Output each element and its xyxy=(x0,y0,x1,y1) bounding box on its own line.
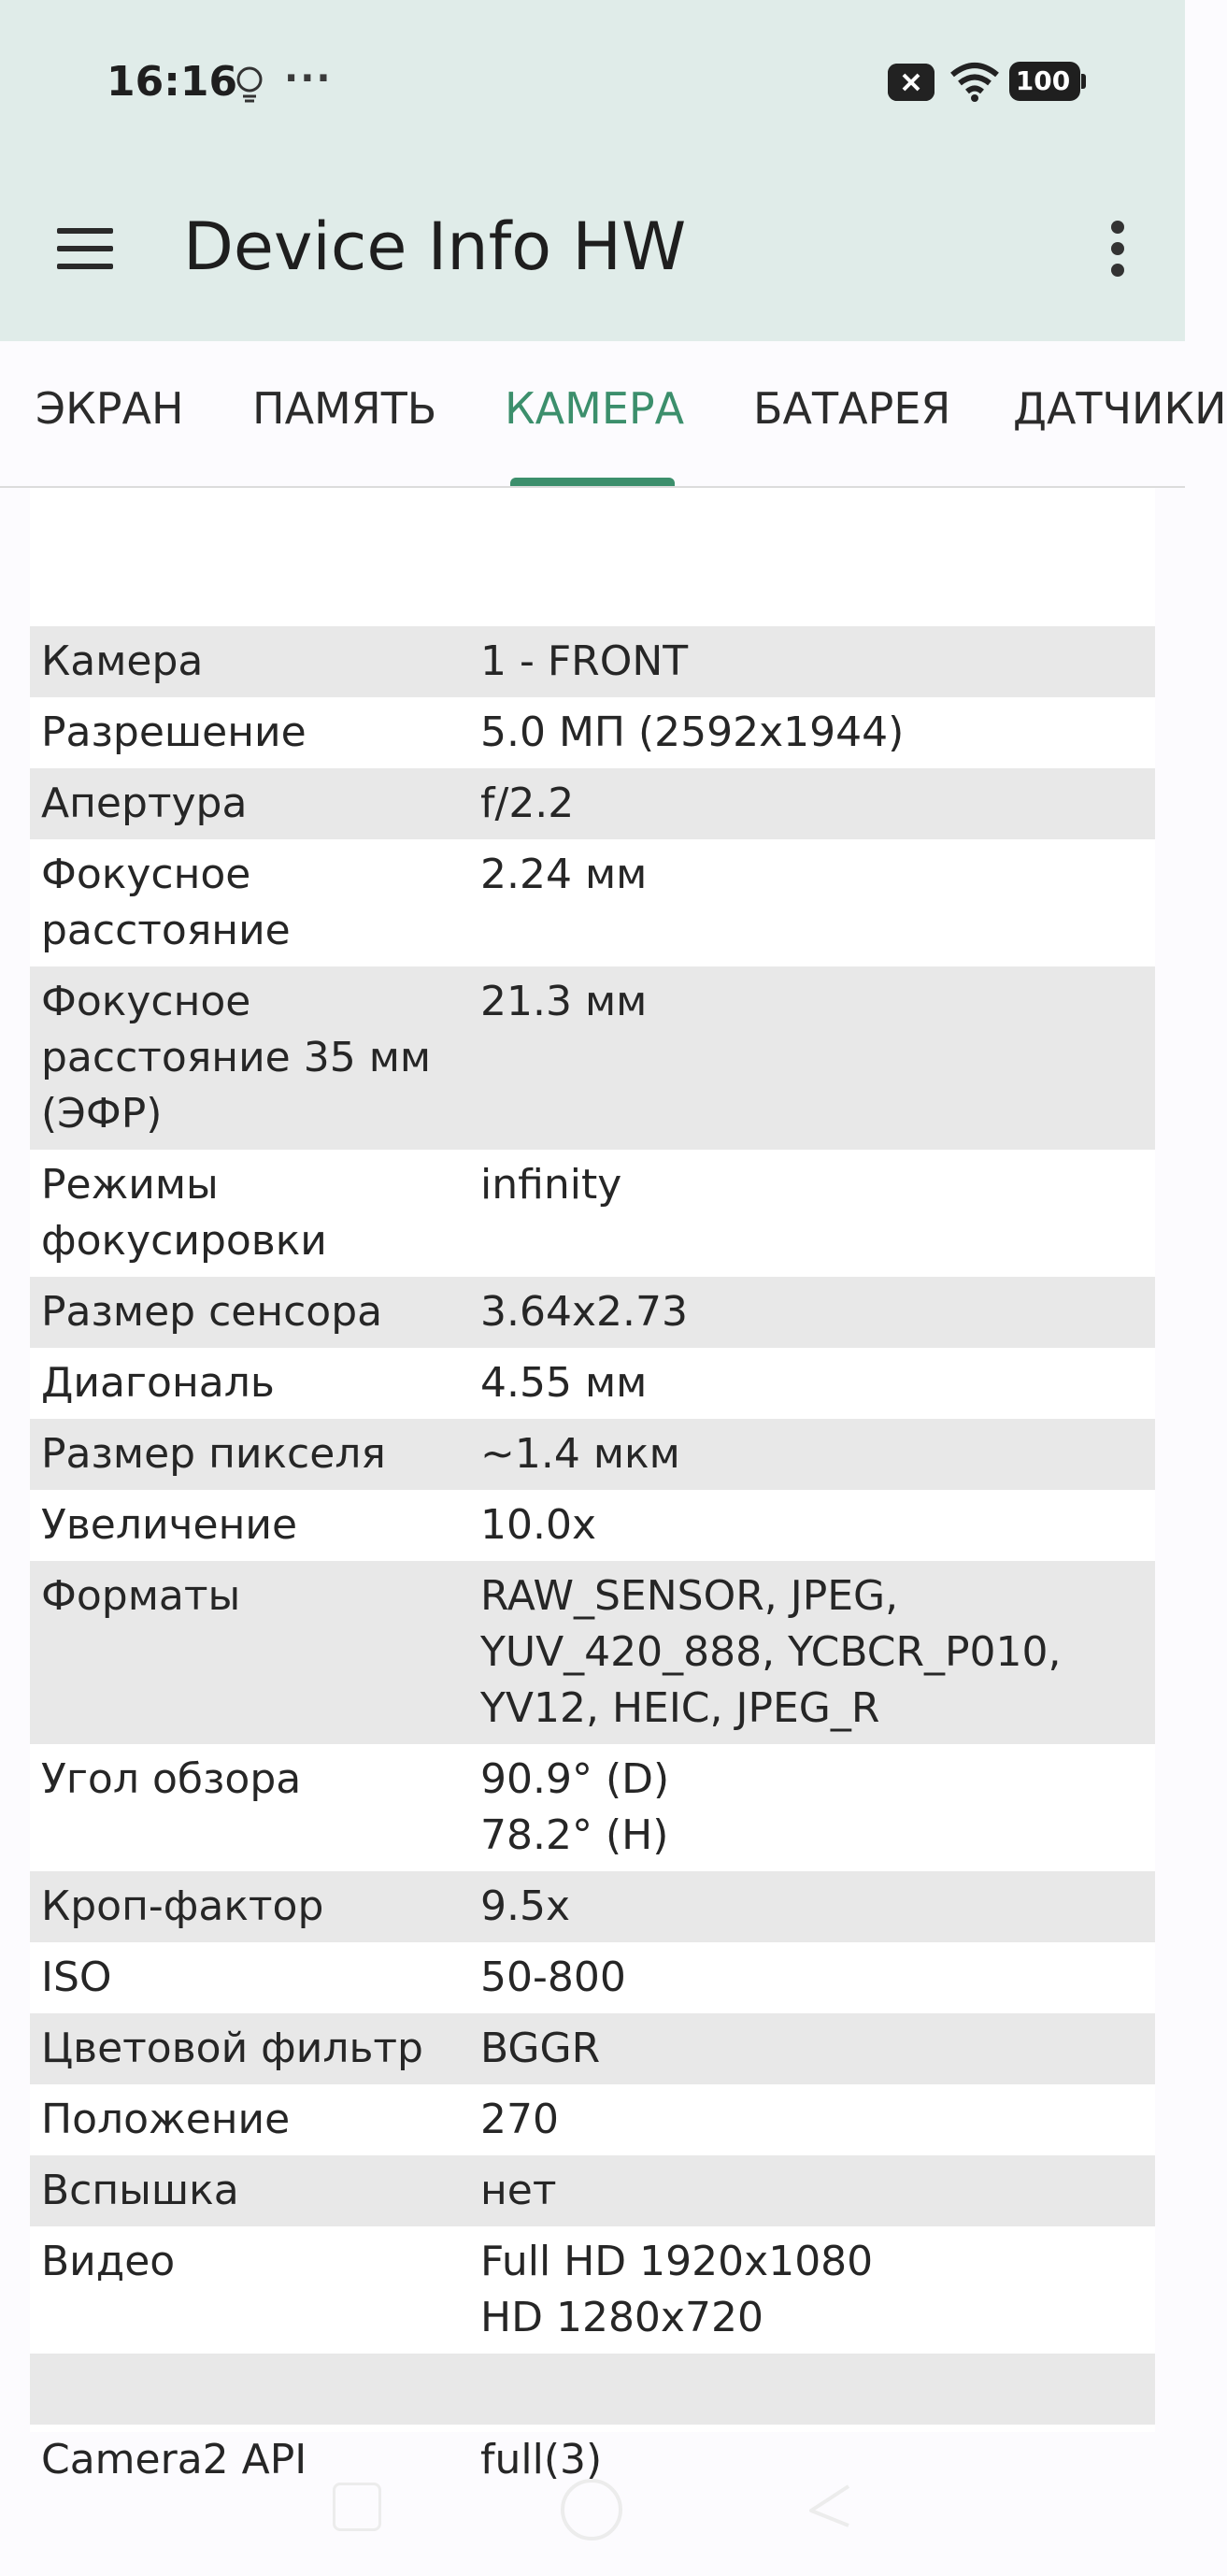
row-value: full(3) xyxy=(480,2436,603,2483)
table-row xyxy=(30,2013,1155,2084)
row-value: 4.55 мм xyxy=(480,1359,648,1407)
table-row xyxy=(30,2354,1155,2425)
battery-tip xyxy=(1081,74,1086,89)
hamburger-menu-icon[interactable] xyxy=(52,211,118,286)
row-label: Положение xyxy=(41,2096,291,2143)
tab-memory[interactable]: ПАМЯТЬ xyxy=(252,383,437,434)
row-value: 50-800 xyxy=(480,1953,626,2001)
row-label: Форматы xyxy=(30,1561,473,1744)
row-value: 21.3 мм xyxy=(473,966,1155,1150)
camera-spec-table xyxy=(30,555,1155,2496)
row-value: infinity xyxy=(480,1161,622,1209)
row-value: Full HD 1920x1080 HD 1280x720 xyxy=(480,2238,874,2341)
row-label: Увеличение xyxy=(41,1501,298,1549)
table-row xyxy=(30,626,1155,697)
row-label: Режимы фокусировки xyxy=(41,1161,327,1265)
tab-bar xyxy=(0,341,1227,488)
tab-battery[interactable]: БАТАРЕЯ xyxy=(753,383,951,434)
row-value: 3.64x2.73 xyxy=(473,1277,1155,1348)
row-label: Угол обзора xyxy=(41,1755,302,1803)
table-row xyxy=(30,1348,1155,1419)
row-label: Camera2 API xyxy=(41,2436,307,2483)
more-notifications-icon: ··· xyxy=(284,57,333,100)
active-tab-indicator xyxy=(510,478,675,486)
row-label: Размер сенсора xyxy=(30,1277,473,1348)
more-vertical-icon[interactable] xyxy=(1099,211,1136,286)
battery-icon: 100 xyxy=(1009,62,1080,101)
close-box-icon xyxy=(888,64,935,101)
camera-info-panel[interactable] xyxy=(30,488,1155,2483)
row-label xyxy=(30,2354,473,2425)
app-header xyxy=(0,0,1185,341)
row-value: 2.24 мм xyxy=(480,851,648,898)
tab-sensors[interactable]: ДАТЧИКИ xyxy=(1013,383,1227,434)
table-row xyxy=(30,555,1155,626)
toolbar xyxy=(0,165,1185,341)
row-value: 10.0x xyxy=(480,1501,597,1549)
table-row xyxy=(30,1871,1155,1942)
row-label: Апертура xyxy=(30,768,473,839)
row-value: 5.0 МП (2592x1944) xyxy=(480,708,905,756)
table-row xyxy=(30,697,1155,768)
row-label: Камера xyxy=(30,626,473,697)
row-label: Фокусное расстояние 35 мм (ЭФР) xyxy=(30,966,473,1150)
table-row xyxy=(30,2155,1155,2226)
table-row xyxy=(30,2226,1155,2354)
back-button[interactable] xyxy=(806,2481,852,2531)
row-value: 9.5x xyxy=(473,1871,1155,1942)
table-row xyxy=(30,1150,1155,1277)
row-value: f/2.2 xyxy=(473,768,1155,839)
row-value: BGGR xyxy=(473,2013,1155,2084)
recent-apps-button[interactable] xyxy=(333,2483,381,2531)
row-value xyxy=(473,2354,1155,2425)
row-label: Вспышка xyxy=(30,2155,473,2226)
table-row xyxy=(30,1277,1155,1348)
table-row xyxy=(30,1419,1155,1490)
row-label: Разрешение xyxy=(41,708,307,756)
app-title: Device Info HW xyxy=(183,208,687,285)
row-value: 1 - FRONT xyxy=(473,626,1155,697)
row-value: нет xyxy=(473,2155,1155,2226)
row-label: Видео xyxy=(41,2238,176,2285)
tab-screen[interactable]: ЭКРАН xyxy=(36,383,184,434)
table-row xyxy=(30,1561,1155,1744)
table-row xyxy=(30,768,1155,839)
table-row xyxy=(30,839,1155,966)
system-nav-bar xyxy=(0,2432,1185,2576)
row-value: 90.9° (D) 78.2° (H) xyxy=(480,1755,670,1859)
tab-camera[interactable]: КАМЕРА xyxy=(505,383,685,434)
bulb-icon xyxy=(234,65,265,103)
table-row xyxy=(30,966,1155,1150)
row-label: Размер пикселя xyxy=(30,1419,473,1490)
status-time: 16:16 xyxy=(107,58,238,106)
row-label: ISO xyxy=(41,1953,112,2001)
row-label: Фокусное расстояние xyxy=(41,851,291,954)
status-bar xyxy=(0,0,1185,165)
table-row xyxy=(30,1744,1155,1871)
row-label: Цветовой фильтр xyxy=(30,2013,473,2084)
home-button[interactable] xyxy=(561,2479,622,2540)
row-value xyxy=(473,555,1155,626)
row-value: RAW_SENSOR, JPEG, YUV_420_888, YCBCR_P010, YV12, HEIC, JPEG_R xyxy=(473,1561,1155,1744)
table-row xyxy=(30,1942,1155,2013)
row-label xyxy=(30,555,473,626)
wifi-icon xyxy=(949,60,1001,103)
table-row xyxy=(30,2084,1155,2155)
row-label: Диагональ xyxy=(41,1359,275,1407)
table-row xyxy=(30,1490,1155,1561)
row-value: ~1.4 мкм xyxy=(473,1419,1155,1490)
row-label: Кроп-фактор xyxy=(30,1871,473,1942)
row-value: 270 xyxy=(480,2096,559,2143)
